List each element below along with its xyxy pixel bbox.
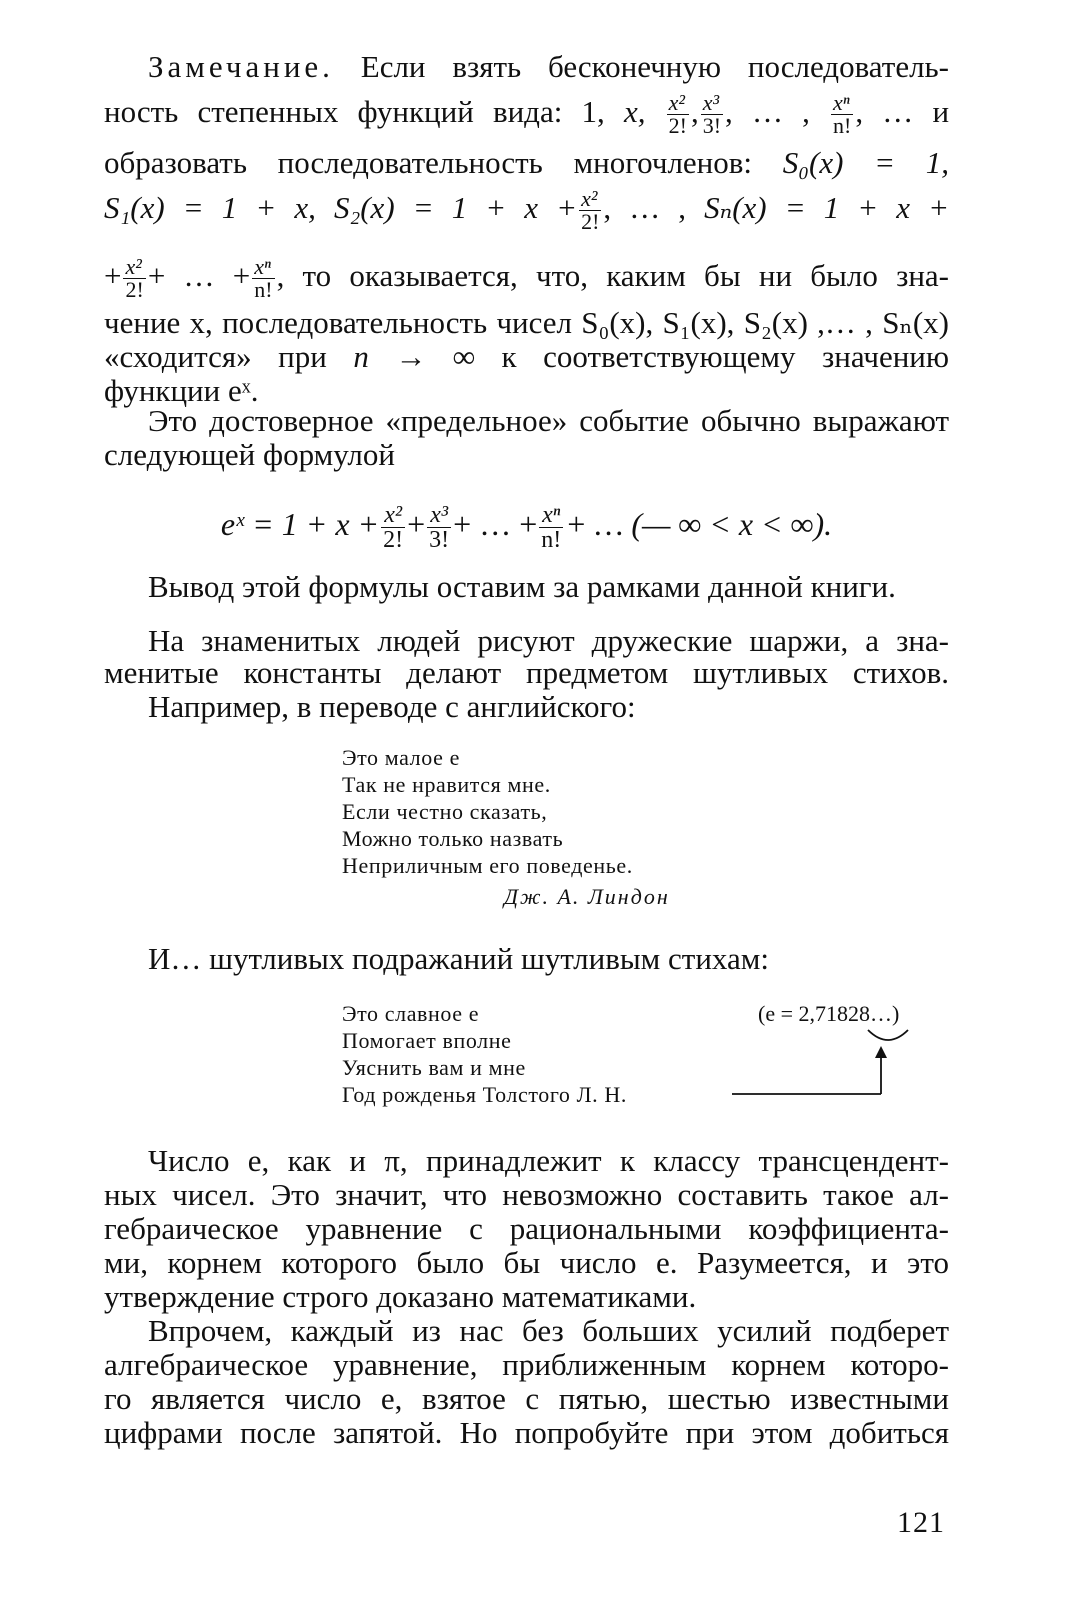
remark-line-7 — [104, 340, 949, 374]
para7-line-4: цифрами после запятой. Но попробуйте при этом добиться — [104, 1415, 949, 1450]
l7b: при — [278, 339, 327, 374]
fraction-xn-n-b: $\frac{\text{xⁿ}}{n!}$ — [254, 254, 273, 303]
remark-line-5 — [104, 246, 949, 306]
para2-line-2: следующей формулой — [104, 437, 395, 472]
remark-line-1 — [148, 50, 949, 84]
remark-and: и — [932, 94, 950, 129]
poem2-line: Помогает вполне — [342, 1028, 512, 1053]
formula-tail: + … (— ∞ < x < ∞). — [565, 506, 833, 542]
line5-mid: + … + — [147, 258, 251, 293]
formula-dots: , … , — [603, 190, 687, 225]
fraction-xn-n: $\frac{\text{xⁿ}}{n!}$ — [833, 90, 852, 139]
para2-line-1: Это достоверное «предельное» событие обычно выражают — [148, 403, 949, 438]
line5-text: , то оказывается, что, каким бы ни было зна- — [276, 258, 949, 293]
poem1-line: Неприличным его поведенье. — [342, 853, 633, 878]
formula-s1: S₁(x) = 1 + x, — [104, 190, 316, 225]
remark-line-1-rest: Если взять бесконечную последователь- — [360, 49, 950, 84]
formula-lhs: eˣ = 1 + x + — [220, 506, 380, 542]
seq-dots: , … , — [725, 94, 810, 129]
remark-line-2: ность степенных функций вида: 1, x, $\frac{\text{x²}}{2!}$ , $\frac{\text{x³}}{3!}$ , … , $\frac{\text{xⁿ}}{n!}$ , … и — [104, 90, 950, 139]
l7e: соответствующему — [543, 339, 796, 374]
year-arrow-icon — [720, 1024, 920, 1104]
formula-fraction-x3: $\frac{\text{x³}}{3!}$ — [429, 502, 450, 554]
para6-line-4: ми, корнем которого было бы число e. Разумеется, и это — [104, 1245, 949, 1280]
para7-line-1: Впрочем, каждый из нас без больших усилий подберет — [148, 1313, 949, 1348]
page-number: 121 — [897, 1506, 945, 1539]
formula-s2: S₂(x) = 1 + x + — [333, 190, 578, 225]
poem1 — [342, 744, 633, 879]
remark-label: Замечание. — [148, 49, 334, 84]
exp-series-formula — [104, 494, 949, 554]
poem2-line: Год рожденья Толстого Л. Н. — [342, 1082, 627, 1107]
para7-line-2: алгебраическое уравнение, приближенным корнем которо- — [104, 1347, 949, 1382]
seq-tail: , … — [855, 94, 914, 129]
poem1-line: Можно только назвать — [342, 826, 564, 851]
para4-line-3: Например, в переводе с английского: — [148, 689, 636, 724]
formula-fraction-xn: $\frac{\text{xⁿ}}{n!}$ — [541, 502, 562, 554]
para6-line-3: гебраическое уравнение с рациональными коэффициента- — [104, 1211, 949, 1246]
l7d: к — [501, 339, 517, 374]
poem2 — [342, 1000, 627, 1108]
formula-plus: + — [407, 506, 426, 542]
para6-line-1: Число e, как и π, принадлежит к классу трансцендент- — [148, 1143, 949, 1178]
para4-line-2: менитые константы делают предметом шутливых стихов. — [104, 655, 949, 690]
poem1-line: Так не нравится мне. — [342, 772, 551, 797]
l7f: значению — [822, 339, 950, 374]
fraction-x2-2-b: $\frac{\text{x²}}{2!}$ — [581, 186, 600, 235]
remark-line-3 — [104, 146, 949, 180]
fraction-x2-2-c: $\frac{\text{x²}}{2!}$ — [125, 254, 144, 303]
fraction-x3-3: $\frac{\text{x³}}{3!}$ — [702, 90, 722, 139]
remark-line-2-text: ность степенных функций вида: — [104, 94, 563, 129]
l7a: «сходится» — [104, 339, 252, 374]
para7-line-3: го является число e, взятое с пятью, шестью известными — [104, 1381, 949, 1416]
seq-one: 1, — [581, 94, 605, 129]
para6-line-5: утверждение строго доказано математиками. — [104, 1279, 697, 1314]
remark-line-6: чение x, последовательность чисел S₀(x), S₁(x), S₂(x) ,… , Sₙ(x) — [104, 305, 949, 340]
formula-sn: Sₙ(x) = 1 + x + — [704, 190, 950, 225]
poem1-author: Дж. А. Линдон — [504, 884, 670, 909]
fraction-x2-2: $\frac{\text{x²}}{2!}$ — [668, 90, 687, 139]
remark-line-4 — [104, 184, 950, 235]
formula-s0: S₀(x) = 1, — [782, 145, 950, 180]
seq-x: x, — [623, 94, 646, 129]
poem2-line: Уяснить вам и мне — [342, 1055, 526, 1080]
formula-fraction-x2: $\frac{\text{x²}}{2!}$ — [383, 502, 404, 554]
l7c: n → ∞ — [353, 339, 475, 374]
poem1-line: Если честно сказать, — [342, 799, 548, 824]
remark-line-8: функции eˣ. — [104, 373, 259, 408]
remark-line-3-text: образовать последовательность многочленов: — [104, 145, 753, 180]
poem2-line: Это славное e — [342, 1001, 480, 1026]
line5-plus: + — [104, 258, 122, 293]
poem1-line: Это малое e — [342, 745, 460, 770]
para6-line-2: ных чисел. Это значит, что невозможно составить такое ал- — [104, 1177, 949, 1212]
para4-line-1: На знаменитых людей рисуют дружеские шаржи, а зна- — [148, 623, 949, 658]
para3: Вывод этой формулы оставим за рамками данной книги. — [148, 569, 896, 604]
para5: И… шутливых подражаний шутливым стихам: — [148, 941, 769, 976]
e-value: (e = 2,71828…) — [758, 1001, 900, 1026]
formula-plus-dots: + … + — [453, 506, 538, 542]
